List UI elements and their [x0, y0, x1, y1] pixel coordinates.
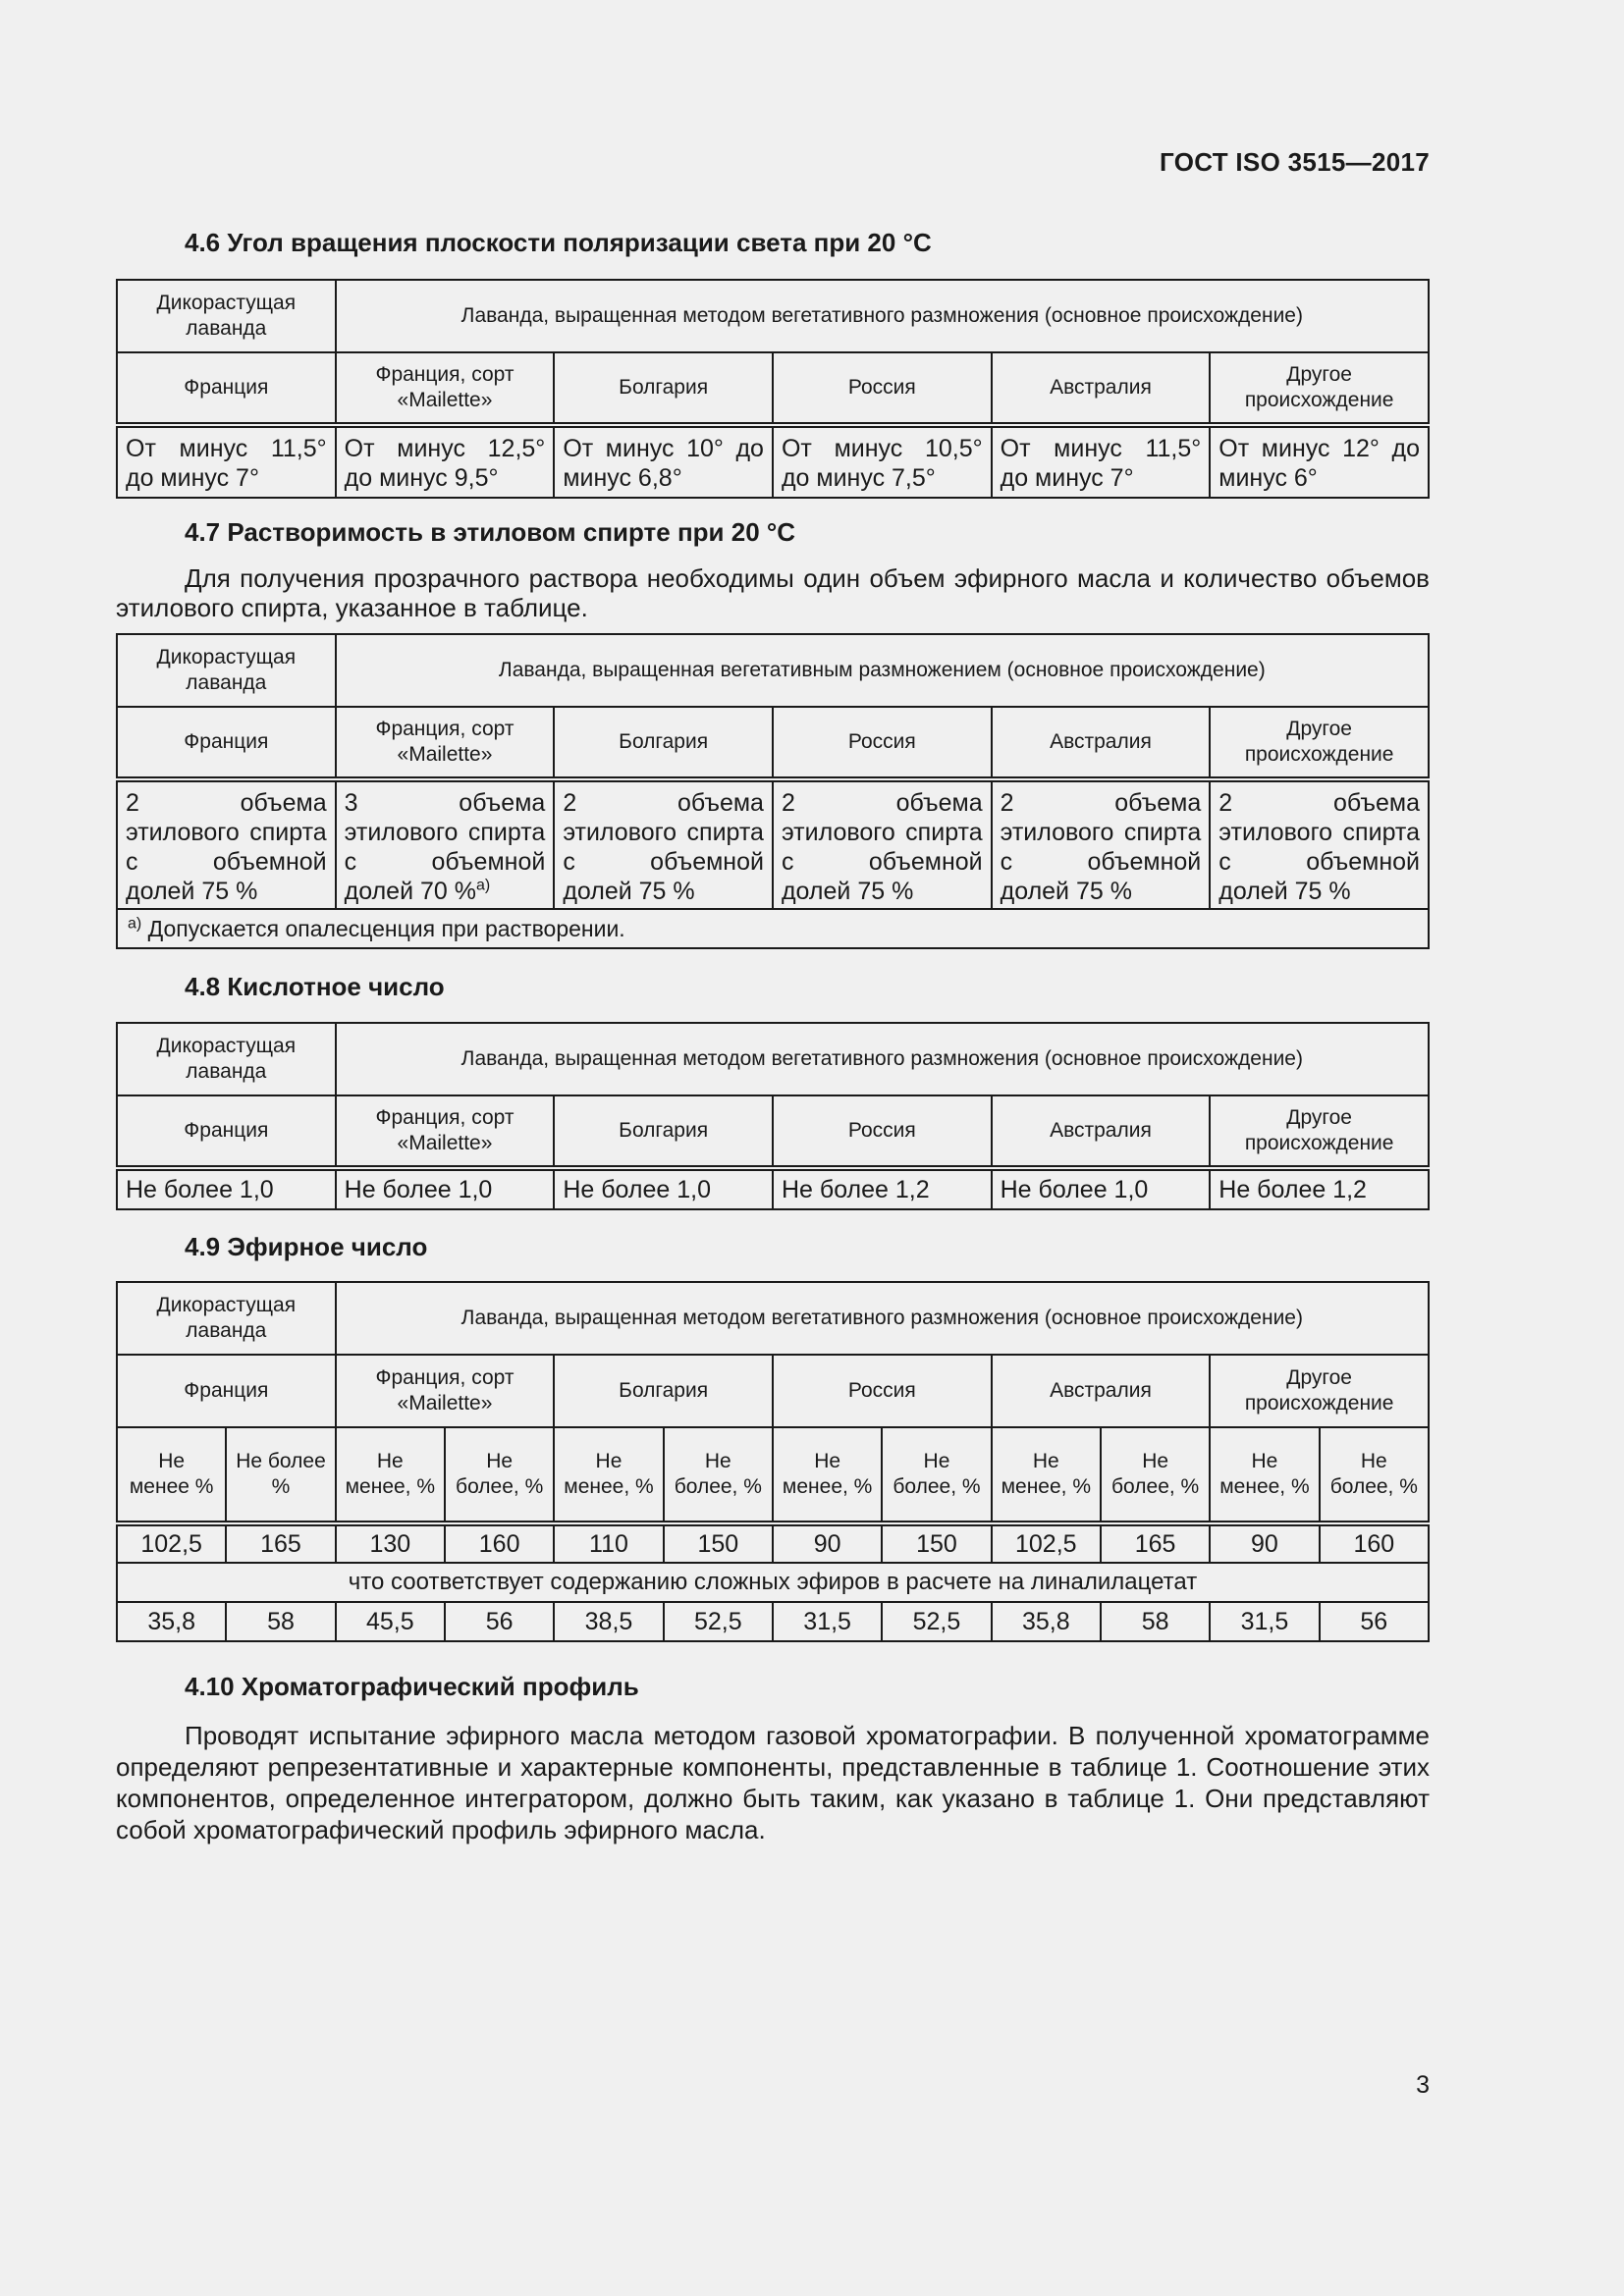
table-optical-rotation — [116, 279, 1430, 499]
col-header: Австралия — [992, 352, 1211, 425]
header-wild-lavender: Дикорастущая лаванда — [117, 1282, 336, 1355]
col-header: Австралия — [992, 1355, 1211, 1427]
col-header: Россия — [773, 1095, 992, 1168]
value-cell: Не более 1,0 — [554, 1168, 773, 1209]
value-cell: 102,5 — [992, 1523, 1101, 1563]
col-header: Франция — [117, 1355, 336, 1427]
col-header: Франция, сорт «Mailette» — [336, 1355, 555, 1427]
section-4-6-heading: 4.6 Угол вращения плоскости поляризации света при 20 °С — [185, 228, 932, 257]
subcol-header: Не менее, % — [336, 1427, 445, 1523]
header-vegetative-lavender: Лаванда, выращенная методом вегетативного размножения (основное происхождение) — [336, 280, 1429, 352]
subcol-header: Не менее, % — [554, 1427, 663, 1523]
value-cell: 130 — [336, 1523, 445, 1563]
value-cell: От минус 10,5° до минус 7,5° — [773, 425, 992, 498]
col-header: Болгария — [554, 1355, 773, 1427]
value-cell: 56 — [445, 1602, 554, 1641]
header-wild-lavender: Дикорастущая лаванда — [117, 280, 336, 352]
col-header: Болгария — [554, 352, 773, 425]
value-cell: 31,5 — [773, 1602, 882, 1641]
section-4-7-paragraph: Для получения прозрачного раствора необходимы один объем эфирного масла и количество объемов этилового спирта, указанное в таблице. — [116, 563, 1430, 622]
value-cell: 56 — [1320, 1602, 1429, 1641]
value-cell: 90 — [1210, 1523, 1319, 1563]
value-cell: 165 — [226, 1523, 335, 1563]
value-cell: 90 — [773, 1523, 882, 1563]
value-cell: 35,8 — [992, 1602, 1101, 1641]
page-number: 3 — [1416, 2071, 1430, 2099]
table-acid-number — [116, 1022, 1430, 1210]
value-cell: 2 объема этилового спирта с объемной долей 75 % — [1210, 779, 1429, 909]
header-vegetative-lavender: Лаванда, выращенная методом вегетативного размножения (основное происхождение) — [336, 1282, 1429, 1355]
section-4-7-heading: 4.7 Растворимость в этиловом спирте при 20 °С — [185, 517, 796, 547]
col-header: Болгария — [554, 707, 773, 779]
subcol-header: Не более % — [226, 1427, 335, 1523]
subcol-header: Не более, % — [1320, 1427, 1429, 1523]
col-header: Другое происхождение — [1210, 707, 1429, 779]
value-cell: 160 — [1320, 1523, 1429, 1563]
value-cell: 58 — [1101, 1602, 1210, 1641]
value-cell: От минус 12° до минус 6° — [1210, 425, 1429, 498]
section-4-8-heading: 4.8 Кислотное число — [185, 972, 445, 1001]
value-cell: 52,5 — [664, 1602, 773, 1641]
value-cell: 2 объема этилового спирта с объемной долей 75 % — [992, 779, 1211, 909]
col-header: Россия — [773, 1355, 992, 1427]
col-header: Франция — [117, 1095, 336, 1168]
value-cell: 2 объема этилового спирта с объемной долей 75 % — [773, 779, 992, 909]
value-cell: 160 — [445, 1523, 554, 1563]
value-cell: 150 — [664, 1523, 773, 1563]
subcol-header: Не менее % — [117, 1427, 226, 1523]
value-cell: 165 — [1101, 1523, 1210, 1563]
value-cell: 58 — [226, 1602, 335, 1641]
subcol-header: Не менее, % — [992, 1427, 1101, 1523]
col-header: Австралия — [992, 707, 1211, 779]
col-header: Болгария — [554, 1095, 773, 1168]
section-4-10-paragraph: Проводят испытание эфирного масла методом газовой хроматографии. В полученной хроматограмме определяют репрезентативные и характерные компоненты, представленные в таблице 1. Соотношение этих компонентов, определенное интегратором, должно быть таким, как указано в таблице 1. Они представляют собой хроматографический профиль эфирного масла. — [116, 1721, 1430, 1844]
col-header: Другое происхождение — [1210, 1095, 1429, 1168]
value-cell: От минус 11,5° до минус 7° — [117, 425, 336, 498]
value-cell: 35,8 — [117, 1602, 226, 1641]
col-header: Франция, сорт «Mailette» — [336, 707, 555, 779]
col-header: Другое происхождение — [1210, 1355, 1429, 1427]
value-cell: Не более 1,0 — [117, 1168, 336, 1209]
value-cell: Не более 1,2 — [773, 1168, 992, 1209]
footnote-reference: а) — [475, 877, 491, 894]
footnote-mark: а) — [128, 915, 142, 933]
value-cell: От минус 11,5° до минус 7° — [992, 425, 1211, 498]
document-code: ГОСТ ISO 3515—2017 — [1160, 147, 1430, 177]
value-cell: От минус 12,5° до минус 9,5° — [336, 425, 555, 498]
table-footnote — [117, 909, 1429, 948]
subcol-header: Не менее, % — [1210, 1427, 1319, 1523]
value-cell: Не более 1,0 — [992, 1168, 1211, 1209]
value-cell: 52,5 — [882, 1602, 991, 1641]
value-cell: 2 объема этилового спирта с объемной долей 75 % — [554, 779, 773, 909]
value-cell: 150 — [882, 1523, 991, 1563]
header-wild-lavender: Дикорастущая лаванда — [117, 634, 336, 707]
value-cell: От минус 10° до минус 6,8° — [554, 425, 773, 498]
value-cell: 102,5 — [117, 1523, 226, 1563]
value-cell: 2 объема этилового спирта с объемной долей 75 % — [117, 779, 336, 909]
value-cell: Не более 1,2 — [1210, 1168, 1429, 1209]
value-cell-with-footnote — [336, 779, 555, 909]
table-ester-number — [116, 1281, 1430, 1642]
subcol-header: Не более, % — [882, 1427, 991, 1523]
table-solubility — [116, 633, 1430, 949]
value-cell: 31,5 — [1210, 1602, 1319, 1641]
col-header: Франция — [117, 352, 336, 425]
col-header: Франция — [117, 707, 336, 779]
col-header: Россия — [773, 707, 992, 779]
header-vegetative-lavender: Лаванда, выращенная методом вегетативного размножения (основное происхождение) — [336, 1023, 1429, 1095]
footnote-text: Допускается опалесценция при растворении. — [147, 916, 625, 941]
ester-note-row: что соответствует содержанию сложных эфиров в расчете на линалилацетат — [117, 1563, 1429, 1602]
col-header: Франция, сорт «Mailette» — [336, 352, 555, 425]
value-cell: 110 — [554, 1523, 663, 1563]
header-wild-lavender: Дикорастущая лаванда — [117, 1023, 336, 1095]
section-4-10-heading: 4.10 Хроматографический профиль — [185, 1672, 639, 1701]
col-header: Франция, сорт «Mailette» — [336, 1095, 555, 1168]
col-header: Россия — [773, 352, 992, 425]
subcol-header: Не более, % — [1101, 1427, 1210, 1523]
value-cell: 38,5 — [554, 1602, 663, 1641]
subcol-header: Не более, % — [445, 1427, 554, 1523]
header-vegetative-lavender: Лаванда, выращенная вегетативным размножением (основное происхождение) — [336, 634, 1429, 707]
subcol-header: Не менее, % — [773, 1427, 882, 1523]
col-header: Австралия — [992, 1095, 1211, 1168]
col-header: Другое происхождение — [1210, 352, 1429, 425]
subcol-header: Не более, % — [664, 1427, 773, 1523]
section-4-9-heading: 4.9 Эфирное число — [185, 1232, 428, 1261]
value-text: 3 объема этилового спирта с объемной долей 70 % — [344, 789, 546, 905]
value-cell: Не более 1,0 — [336, 1168, 555, 1209]
value-cell: 45,5 — [336, 1602, 445, 1641]
